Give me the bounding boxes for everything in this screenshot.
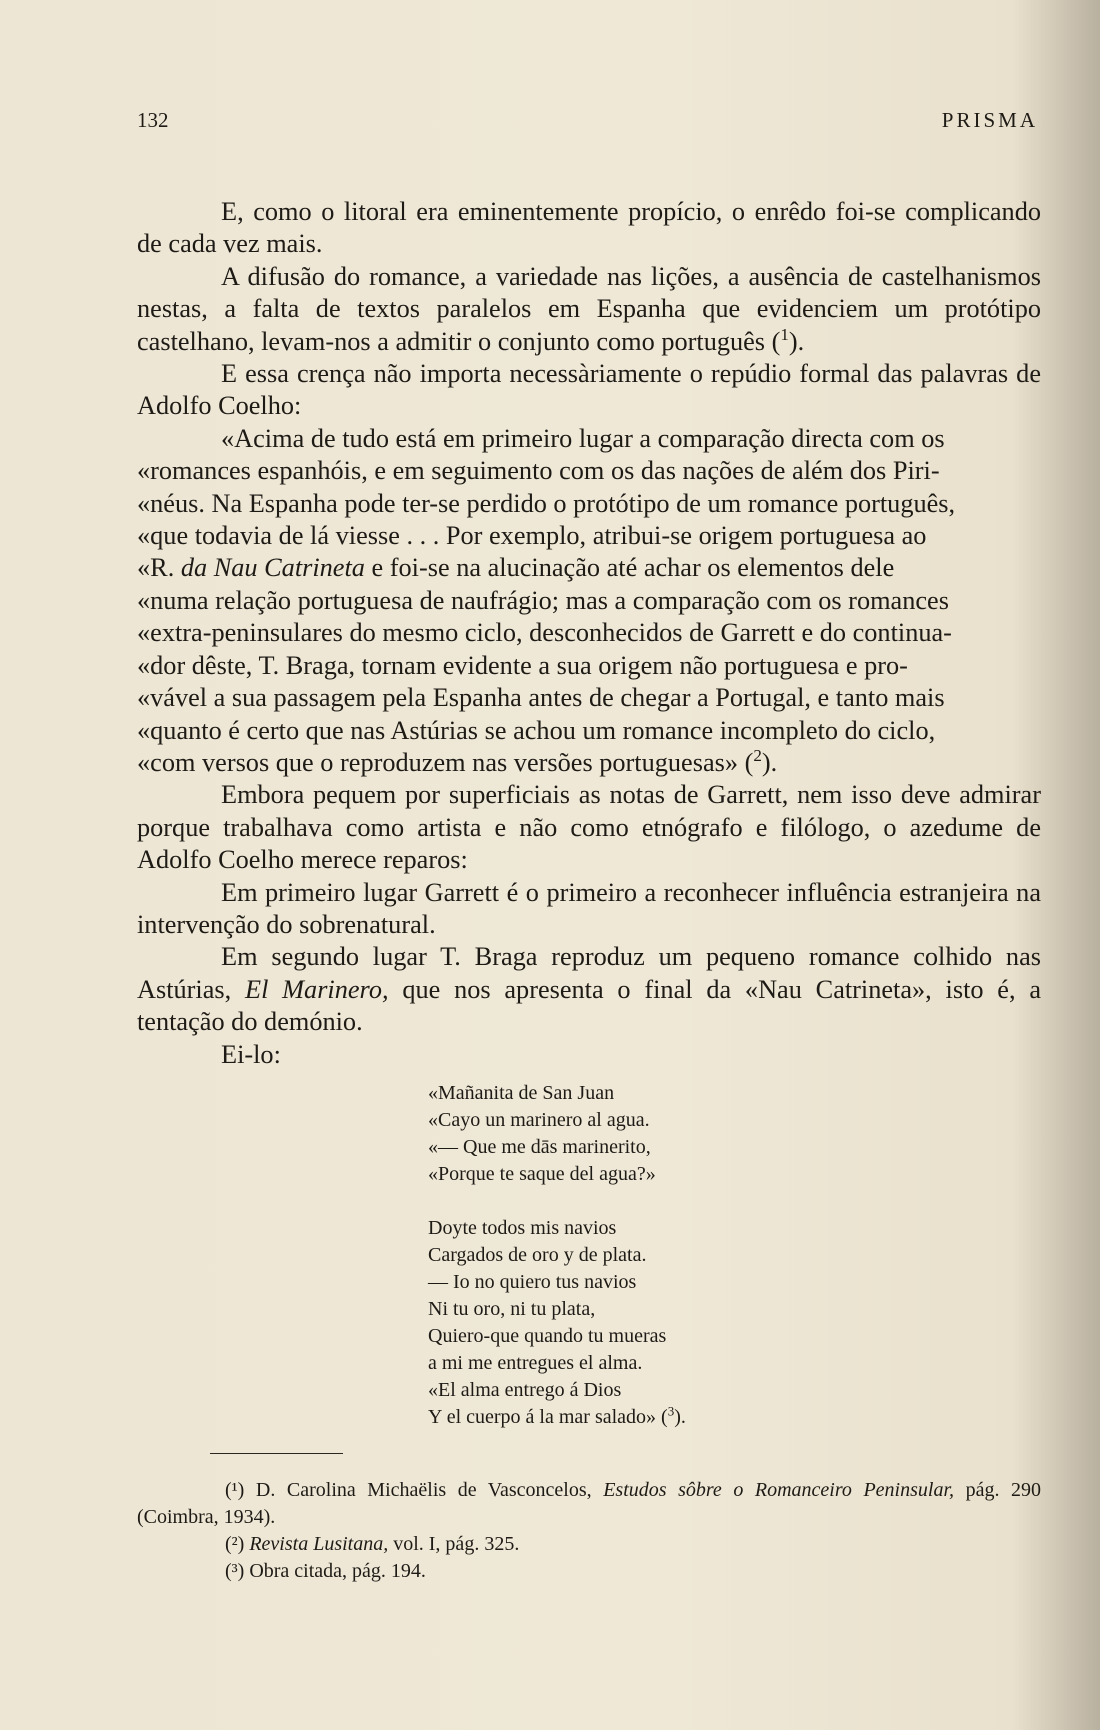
quote-line-5-a: «R. (137, 553, 181, 583)
paragraph-5: Em primeiro lugar Garrett é o primeiro a reconhecer influência estranjeira na intervenção do sobrenatural. (137, 877, 1041, 939)
footnote-separator (210, 1453, 343, 1454)
paragraph-4: Embora pequem por superficiais as notas de Garrett, nem isso deve admirar porque trabalhava como artista e não como etnógrafo e filólogo, o azedume de Adolfo Coelho merece reparos: (137, 780, 1041, 875)
footnote-1-detail: pág. 290 (Coimbra, 1934). (137, 1479, 1041, 1528)
quote-line-5-title: da Nau Catrineta (180, 553, 365, 583)
paragraph-6-title: El Marinero, (245, 974, 389, 1004)
poem-last-line (428, 1404, 686, 1431)
paragraph-6-a: Em segundo lugar T. Braga reproduz um pequeno romance colhido nas Astúrias, (137, 942, 1041, 1004)
footnote-2 (137, 1531, 1041, 1558)
poem (428, 1080, 686, 1431)
quote-line-11 (137, 747, 1041, 779)
paragraph-3: E essa crença não importa necessàriamente o repúdio formal das palavras de Adolfo Coelho: (137, 359, 1041, 421)
journal-title: PRISMA (941, 108, 1038, 132)
footnote-3-text: Obra citada, pág. 194. (249, 1560, 426, 1582)
paragraph-6-b: que nos apresenta o final da «Nau Catrineta», isto é, a tentação do demónio. (137, 974, 1041, 1037)
poem-last-end: ). (674, 1406, 686, 1428)
footnote-1 (137, 1477, 1041, 1531)
paragraph-7: Ei-lo: (221, 1039, 281, 1069)
footnote-3-mark: (³) (225, 1560, 245, 1582)
quote-line-3: «néus. Na Espanha pode ter-se perdido o protótipo de um romance português, (137, 488, 956, 518)
footnote-2-detail: vol. I, pág. 325. (388, 1533, 520, 1555)
footnote-1-title: Estudos sôbre o Romanceiro Peninsular, (603, 1479, 955, 1501)
paragraph-2 (137, 261, 1041, 358)
paragraph-1: E, como o litoral era eminentemente propício, o enrêdo foi-se complicando de cada vez mais. (137, 197, 1041, 259)
footnote-ref-1[interactable]: 1 (780, 324, 789, 344)
footnote-2-title: Revista Lusitana, (249, 1533, 389, 1555)
quote-line-11-text: «com versos que o reproduzem nas versões portuguesas» ( (137, 747, 754, 777)
poem-line: «— Que me dās marinerito, (428, 1136, 651, 1158)
stanza-gap (428, 1188, 686, 1215)
main-text (137, 196, 1041, 1071)
poem-line: «Porque te saque del agua?» (428, 1163, 656, 1185)
quote-line-10: «quanto é certo que nas Astúrias se achou um romance incompleto do ciclo, (137, 715, 936, 745)
running-header (137, 108, 1038, 133)
quote-line-5-b: e foi-se na alucinação até achar os elementos dele (364, 553, 895, 583)
poem-last-text: Y el cuerpo á la mar salado» ( (428, 1406, 668, 1428)
poem-line: Ni tu oro, ni tu plata, (428, 1298, 596, 1320)
paragraph-6 (137, 941, 1041, 1038)
poem-line: «Cayo un marinero al agua. (428, 1109, 650, 1131)
page-number: 132 (137, 108, 169, 132)
footnote-ref-3[interactable]: 3 (667, 1403, 675, 1419)
quote-line-6: «numa relação portuguesa de naufrágio; mas a comparação com os romances (137, 585, 949, 615)
quote-line-11-end: ). (761, 747, 778, 777)
poem-line: a mi me entregues el alma. (428, 1352, 643, 1374)
quote-line-4: «que todavia de lá viesse . . . Por exemplo, atribui-se origem portuguesa ao (137, 521, 927, 551)
quote-line-8: «dor dêste, T. Braga, tornam evidente a sua origem não portuguesa e pro- (137, 650, 908, 680)
poem-line: «Mañanita de San Juan (428, 1082, 615, 1104)
quote-line-9: «vável a sua passagem pela Espanha antes de chegar a Portugal, e tanto mais (137, 683, 945, 713)
paragraph-2-text: A difusão do romance, a variedade nas lições, a ausência de castelhanismos nestas, a falta de textos paralelos em Espanha que evidenciem um protótipo castelhano, levam-nos a admitir o conjunto como português ( (137, 261, 1041, 356)
quote-line-5 (137, 552, 1041, 584)
quote-line-2: «romances espanhóis, e em seguimento com os das nações de além dos Piri- (137, 456, 940, 486)
footnote-2-mark: (²) (225, 1533, 245, 1555)
footnotes (137, 1477, 1041, 1585)
footnote-3 (137, 1558, 1041, 1585)
quote-line-1: «Acima de tudo está em primeiro lugar a comparação directa com os (221, 423, 945, 453)
poem-line: «El alma entrego á Dios (428, 1379, 622, 1401)
quote-line-7: «extra-peninsulares do mesmo ciclo, desconhecidos de Garrett e do continua- (137, 618, 952, 648)
footnote-ref-2[interactable]: 2 (753, 746, 762, 766)
footnote-1-author: D. Carolina Michaëlis de Vasconcelos, (255, 1479, 604, 1501)
paragraph-2-end: ). (788, 326, 805, 356)
poem-line: Cargados de oro y de plata. (428, 1244, 647, 1266)
poem-line: Doyte todos mis navios (428, 1217, 617, 1239)
poem-line: — Io no quiero tus navios (428, 1271, 637, 1293)
footnote-1-mark: (¹) (225, 1479, 245, 1501)
poem-line: Quiero-que quando tu mueras (428, 1325, 667, 1347)
